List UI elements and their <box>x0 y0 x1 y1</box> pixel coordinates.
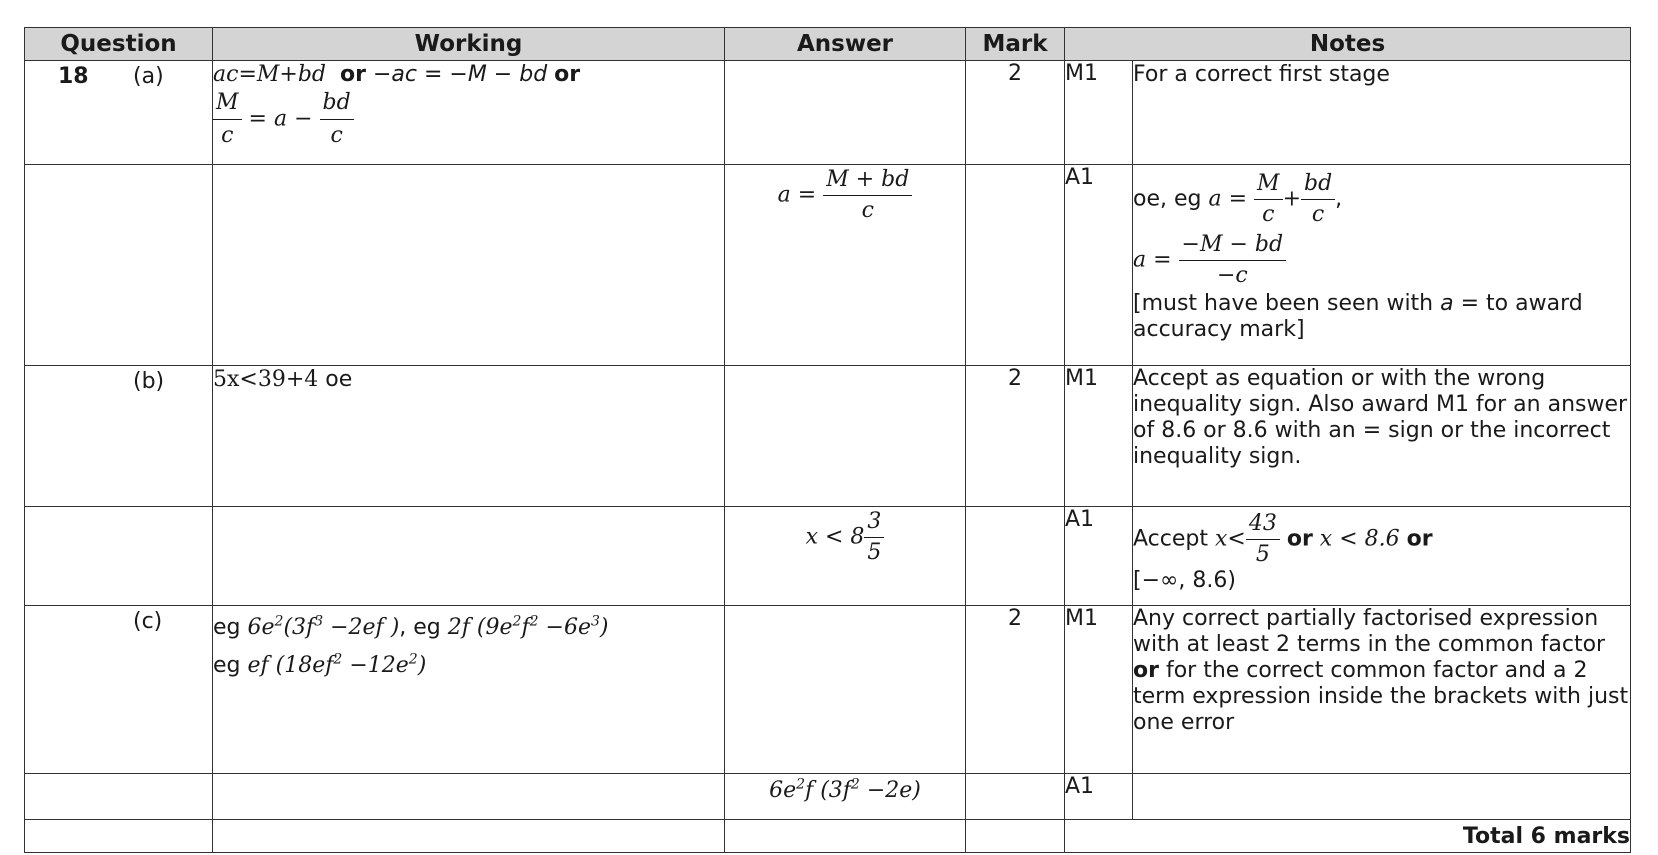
note-cell <box>1133 164 1631 365</box>
working-line <box>213 644 724 688</box>
question-cell <box>25 60 213 164</box>
answer-math: a = <box>777 182 817 208</box>
fraction-denominator: 5 <box>867 539 882 565</box>
note-line <box>1133 169 1630 230</box>
answer-cell <box>725 820 966 853</box>
note-line <box>1133 230 1630 291</box>
fraction <box>1301 169 1335 230</box>
mark-cell <box>966 773 1065 820</box>
note-cell: For a correct first stage <box>1133 60 1631 164</box>
note-var: a <box>1440 290 1454 316</box>
table-row <box>25 606 1631 773</box>
fraction-numerator: bd <box>1301 169 1335 200</box>
table-row <box>25 506 1631 606</box>
note-text: oe, eg <box>1133 186 1202 212</box>
answer-math: $6e^2f$ $(3f^2 -2e)$ <box>769 776 921 803</box>
table-row <box>25 773 1631 820</box>
working-cell <box>213 606 725 773</box>
table-row <box>25 164 1631 365</box>
answer-cell <box>725 164 966 365</box>
answer-cell <box>725 60 966 164</box>
working-math: 2f $(9e^2f^2 -6e^3)$ <box>447 613 609 641</box>
answer-cell <box>725 773 966 820</box>
mark-code: M1 <box>1065 60 1133 164</box>
working-text: eg <box>213 615 241 641</box>
note-math: a = <box>1208 186 1248 212</box>
fraction <box>1254 169 1283 230</box>
mark-code: M1 <box>1065 365 1133 506</box>
table-row <box>25 60 1631 164</box>
question-number: 18 <box>58 63 89 89</box>
mark-cell <box>966 164 1065 365</box>
mark-cell: 2 <box>966 60 1065 164</box>
note-line <box>1133 567 1630 593</box>
fraction-numerator: M <box>213 87 242 120</box>
header-mark: Mark <box>966 28 1065 61</box>
or-text: or <box>1133 658 1159 684</box>
note-text: [must have been seen with <box>1133 290 1434 316</box>
mark-code: A1 <box>1065 164 1133 365</box>
working-math: −ac = −M − bd <box>372 61 548 87</box>
fraction-denominator: 5 <box>1255 541 1270 567</box>
fraction-denominator: c <box>221 122 234 148</box>
header-row <box>25 28 1631 61</box>
table-row <box>25 365 1631 506</box>
or-text: or <box>1286 526 1313 552</box>
question-cell <box>25 164 213 365</box>
question-part: (c) <box>133 609 163 635</box>
working-math: $6e^2(3f^3 -2ef$ ) <box>247 613 400 641</box>
answer-cell <box>725 606 966 773</box>
note-line <box>1133 291 1630 343</box>
or-text: or <box>1406 526 1433 552</box>
note-cell <box>1133 606 1631 773</box>
working-math: = a − <box>248 106 313 132</box>
working-cell <box>213 164 725 365</box>
working-line <box>213 61 724 89</box>
total-marks: Total 6 marks <box>1065 820 1631 853</box>
working-math: 5x<39+4 <box>213 366 319 392</box>
answer-math: x < 8 <box>805 524 865 550</box>
note-line <box>1133 509 1630 570</box>
question-cell <box>25 606 213 773</box>
working-cell <box>213 506 725 606</box>
mark-code: A1 <box>1065 773 1133 820</box>
fraction-denominator: c <box>861 197 874 223</box>
mark-cell <box>966 820 1065 853</box>
working-math: ef $(18ef^2 -12e^2)$ <box>247 651 427 679</box>
working-cell <box>213 60 725 164</box>
total-row <box>25 820 1631 853</box>
mark-cell: 2 <box>966 365 1065 506</box>
question-part: (b) <box>133 368 165 394</box>
note-math: + <box>1282 186 1301 212</box>
or-text: or <box>554 61 581 87</box>
header-notes: Notes <box>1065 28 1631 61</box>
working-math: ac=M+bd <box>213 61 326 87</box>
fraction-denominator: −c <box>1216 262 1248 288</box>
fraction <box>864 507 884 568</box>
note-math: x< <box>1214 526 1246 552</box>
working-cell <box>213 365 725 506</box>
note-text: Accept <box>1133 526 1208 552</box>
header-answer: Answer <box>725 28 966 61</box>
working-text: eg <box>213 653 241 679</box>
mark-cell: 2 <box>966 606 1065 773</box>
working-text: oe <box>325 366 353 392</box>
note-cell <box>1133 773 1631 820</box>
note-math: a = <box>1133 247 1172 273</box>
note-cell: Accept as equation or with the wrong inequality sign. Also award M1 for an answer of 8.6 or 8.6 with an = sign or the incorrect inequality sign. <box>1133 365 1631 506</box>
answer-cell <box>725 506 966 606</box>
fraction <box>213 87 242 152</box>
fraction-numerator: 43 <box>1246 509 1280 540</box>
working-cell <box>213 820 725 853</box>
mark-scheme-table <box>24 27 1631 853</box>
note-text: Any correct partially factorised expression with at least 2 terms in the common factor <box>1133 606 1606 658</box>
fraction-numerator: 3 <box>864 507 884 538</box>
mark-cell <box>966 506 1065 606</box>
fraction-numerator: M <box>1254 169 1283 200</box>
fraction <box>1246 509 1280 570</box>
fraction-numerator: bd <box>320 87 354 120</box>
fraction-numerator: M + bd <box>823 165 912 196</box>
note-text: = to award accuracy mark] <box>1133 290 1583 342</box>
question-cell <box>25 506 213 606</box>
note-text: for the correct common factor and a 2 term expression inside the brackets with just one error <box>1133 658 1629 736</box>
working-fraction-line <box>213 87 724 152</box>
fraction <box>1179 230 1287 291</box>
question-cell <box>25 820 213 853</box>
note-cell <box>1133 506 1631 606</box>
note-math: x < 8.6 <box>1319 526 1400 552</box>
note-text: [−∞, 8.6) <box>1133 567 1236 593</box>
note-text: , <box>1335 186 1343 212</box>
working-cell <box>213 773 725 820</box>
mark-code: A1 <box>1065 506 1133 606</box>
header-working: Working <box>213 28 725 61</box>
fraction <box>320 87 354 152</box>
or-text: or <box>340 61 366 87</box>
answer-cell <box>725 365 966 506</box>
working-text: , eg <box>399 615 441 641</box>
question-cell <box>25 773 213 820</box>
fraction-denominator: c <box>1311 201 1325 227</box>
header-question: Question <box>25 28 213 61</box>
fraction-denominator: c <box>330 122 343 148</box>
mark-code: M1 <box>1065 606 1133 773</box>
fraction-denominator: c <box>1262 201 1275 227</box>
fraction-numerator: −M − bd <box>1179 230 1287 261</box>
question-part: (a) <box>133 63 164 89</box>
question-cell <box>25 365 213 506</box>
fraction <box>823 165 912 226</box>
